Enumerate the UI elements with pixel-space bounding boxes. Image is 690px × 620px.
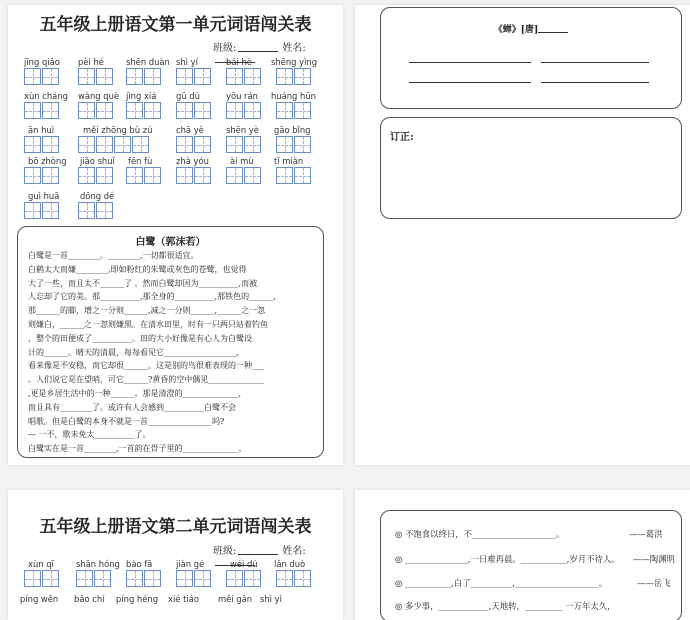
name-label: 姓名: [282,43,306,54]
pinyin: gāo bǐng [274,125,311,135]
writing-boxes[interactable] [78,102,114,119]
pinyin: píng héng [116,594,159,604]
class-field[interactable] [238,554,278,555]
writing-boxes[interactable] [126,570,162,587]
pinyin: wéi dú [230,559,258,569]
quote-author: ——岳飞 [637,578,671,588]
pinyin: shān hóng [76,559,120,569]
writing-boxes[interactable] [126,68,162,85]
quote-line: ◎ _______________,一日难再晨。___________,岁月不待人。 [395,554,620,564]
passage-line: 看来像是不安稳，而它却很______。这是别的鸟很难表现的一种___ [28,361,264,371]
quote-line: ◎ ___________,白了__________,____________________。 [395,578,608,588]
passage-line: 白鹭是一首________。________,一切都很适宜。 [28,251,199,260]
pinyin: ài mù [230,156,254,166]
page-title: 五年级上册语文第二单元词语闯关表 [39,517,312,537]
writing-boxes[interactable] [176,570,212,587]
passage-line: 则嫌白，______之一忽则嫌黑。在清水田里，时有一只两只站着钓鱼 [28,319,268,329]
poem-dictation-card [380,7,682,109]
writing-boxes[interactable] [276,102,312,119]
pinyin: shì yí [176,57,198,67]
pinyin: bái hè [226,57,252,67]
pinyin: shēn yè [226,125,259,135]
pinyin: bào fā [126,559,153,569]
quote-line: ◎ 多少事，____________,天地转，_________ 一万年太久， [395,601,616,611]
pinyin: pèi hé [78,57,104,67]
quote-author: ——葛洪 [629,529,663,539]
writing-boxes[interactable] [76,570,112,587]
writing-boxes[interactable] [226,570,262,587]
passage-line: 那______的脚，增之一分则______,减之一分则______,______之一忽 [28,306,266,316]
poem-line-blank[interactable] [409,62,531,63]
pinyin: ān huì [28,125,55,135]
page-title: 五年级上册语文第一单元词语闯关表 [39,15,312,35]
writing-boxes[interactable] [24,202,60,219]
pinyin: shì yì [260,594,282,604]
pinyin: shēn duàn [126,57,170,67]
passage-line: 白鹤太大而嫌________,即如粉红的朱鹭或灰色的苍鹭，也觉得 [28,264,247,274]
pinyin: jiàn gé [176,559,205,569]
writing-boxes[interactable] [176,102,212,119]
pinyin: tǐ miàn [274,156,304,166]
quote-line: ◎ 不饱食以终日，不____________________。 [395,529,565,539]
writing-boxes[interactable] [176,167,212,184]
passage-line: 唱歌。但是白鹭的本身不就是一首________________吗? [28,416,225,426]
pinyin: xié tiáo [168,594,199,604]
reading-passage-card [17,226,324,458]
passage-line: ,更是乡居生活中的一种______。那是清澄的______________, [28,388,242,398]
writing-boxes[interactable] [24,167,60,184]
quote-author: ——陶渊明 [633,554,675,564]
passage-line: 。人们说它是在望哨，可它______?黄昏的空中偶见______________ [28,375,265,385]
pinyin: jīng qiǎo [24,57,60,67]
name-label: 姓名: [282,546,306,557]
pinyin: guì huā [28,191,60,201]
writing-boxes[interactable] [78,68,114,85]
pinyin: jiāo shuǐ [80,156,115,166]
writing-boxes[interactable] [24,68,60,85]
pinyin: shēng yìng [271,57,318,67]
worksheet-page-unit2 [8,490,343,620]
pinyin: lǎn duò [274,559,306,569]
correction-label: 订正: [390,132,414,143]
class-field[interactable] [238,51,278,52]
poem-line-blank[interactable] [541,82,649,83]
passage-line: — 一不，歌未免太__________了。 [28,430,151,440]
passage-line: 而且具有________了。或许有人会感到__________白鹭不会 [28,402,236,412]
passage-title: 白鹭（郭沫若） [135,237,206,248]
writing-boxes[interactable] [226,136,262,153]
writing-boxes[interactable] [276,68,312,85]
worksheet-page-quotes [355,490,690,620]
writing-boxes[interactable] [276,570,312,587]
writing-boxes[interactable] [24,102,60,119]
passage-line: 大了一些，而且太不______了 。然而白鹭却因为__________,而被 [28,278,258,288]
poem-line-blank[interactable] [409,82,531,83]
pinyin: fēn fù [128,156,153,166]
pinyin: zhà yóu [176,156,209,166]
pinyin: píng wěn [20,594,59,604]
pinyin: dōng dé [80,191,115,201]
poem-title: 《蝉》[唐] [381,22,681,35]
passage-line: 白鹭实在是一首________,一首韵在骨子里的______________。 [28,444,247,454]
writing-boxes[interactable] [276,167,312,184]
passage-text [28,249,314,456]
writing-boxes[interactable] [24,136,60,153]
writing-boxes[interactable] [24,570,60,587]
writing-boxes[interactable] [226,167,262,184]
pinyin: yōu rán [226,91,258,101]
writing-boxes[interactable] [126,102,162,119]
passage-line: ，整个的田便成了__________。田的大小好像是有心人为白鹭设 [28,333,252,343]
worksheet-page-poem [355,5,690,465]
quotes-card [380,510,682,620]
pinyin: měi gǎn [218,594,253,604]
pinyin: gū dú [176,91,200,101]
passage-line: 人忘却了它的美。那__________,那全身的__________,那铁色的______, [28,292,276,302]
writing-boxes[interactable] [78,167,114,184]
pinyin: xùn qī [28,559,54,569]
writing-boxes[interactable] [78,136,150,153]
pinyin: xùn cháng [24,91,68,101]
writing-boxes[interactable] [176,68,212,85]
writing-boxes[interactable] [78,202,114,219]
writing-boxes[interactable] [126,167,162,184]
class-label: 班级: [213,43,237,54]
worksheet-page-unit1 [8,5,343,465]
poem-line-blank[interactable] [541,62,649,63]
writing-boxes[interactable] [226,68,262,85]
pinyin: jìng xiá [126,91,157,101]
pinyin: bǎo chí [74,594,105,604]
pinyin: wàng què [78,91,120,101]
writing-boxes[interactable] [226,102,262,119]
pinyin: bō zhòng [28,156,67,166]
pinyin: huáng hūn [271,91,316,101]
correction-card [380,117,682,219]
pinyin: měi zhōng bù zú [83,125,153,135]
writing-boxes[interactable] [276,136,312,153]
class-label: 班级: [213,546,237,557]
writing-boxes[interactable] [176,136,212,153]
passage-line: 计的______。晴天的清晨，每每看见它__________________, [28,347,239,357]
pinyin: chā yè [176,125,204,135]
